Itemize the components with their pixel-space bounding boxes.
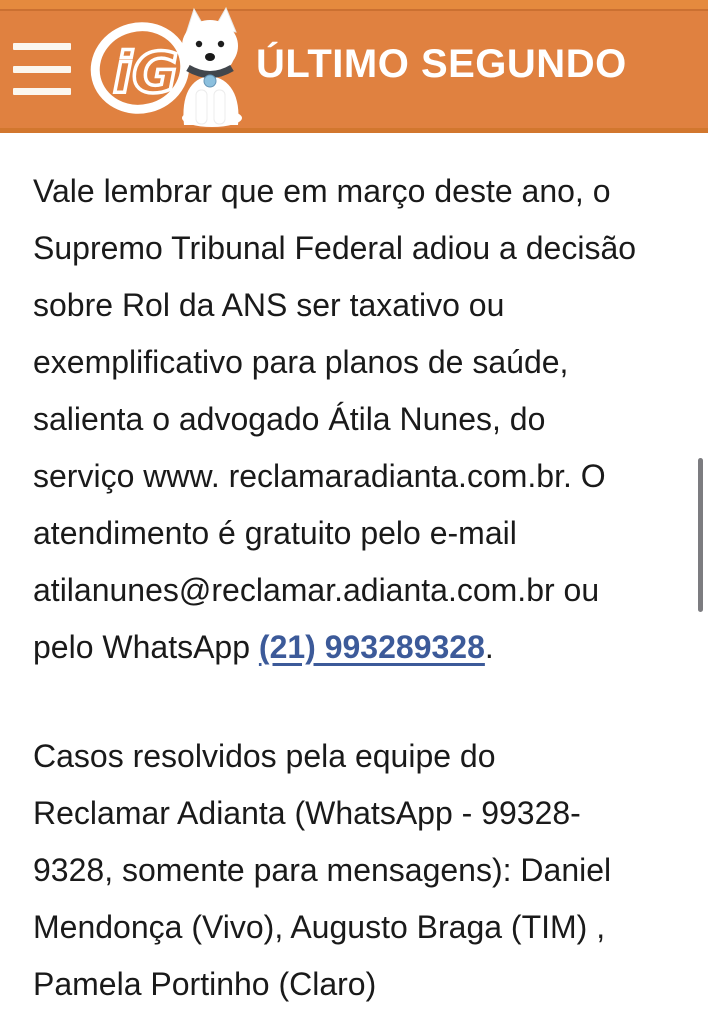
text-line: Casos resolvidos pela equipe do	[33, 738, 496, 774]
text-line: Reclamar Adianta (WhatsApp - 99328-	[33, 795, 581, 831]
site-title[interactable]: ÚLTIMO SEGUNDO	[256, 41, 627, 86]
hamburger-icon	[13, 88, 71, 95]
whatsapp-number-link[interactable]: (21) 993289328	[258, 629, 485, 665]
ig-ring-icon	[86, 17, 193, 118]
app-header	[0, 0, 708, 133]
text-line: exemplificativo para planos de saúde,	[33, 344, 569, 380]
whatsapp-line-prefix: pelo WhatsApp	[33, 629, 259, 665]
text-line: Mendonça (Vivo), Augusto Braga (TIM) ,	[33, 909, 606, 945]
scrollbar-thumb[interactable]	[698, 458, 703, 612]
ig-logo[interactable]	[84, 4, 250, 128]
text-line: atilanunes@reclamar.adianta.com.br ou	[33, 572, 600, 608]
text-line: Supremo Tribunal Federal adiou a decisão	[33, 230, 637, 266]
text-line: Pamela Portinho (Claro)	[33, 966, 377, 1002]
whatsapp-line	[33, 619, 698, 676]
whatsapp-line-suffix: .	[484, 629, 494, 665]
text-line: sobre Rol da ANS ser taxativo ou	[33, 287, 505, 323]
paragraph-2	[33, 728, 698, 1013]
text-line: atendimento é gratuito pelo e-mail	[33, 515, 517, 551]
text-line: 9328, somente para mensagens): Daniel	[33, 852, 612, 888]
text-line: serviço www. reclamaradianta.com.br. O	[33, 458, 606, 494]
dog-mascot-icon	[182, 8, 242, 127]
hamburger-icon	[13, 66, 71, 73]
menu-button[interactable]	[13, 43, 71, 95]
text-line: Vale lembrar que em março deste ano, o	[33, 173, 611, 209]
paragraph-1	[33, 163, 698, 676]
text-line: salienta o advogado Átila Nunes, do	[33, 401, 546, 437]
svg-text:iG: iG	[113, 41, 179, 106]
ig-logo-graphic	[84, 4, 250, 128]
article-body	[33, 163, 698, 1013]
hamburger-icon	[13, 43, 71, 50]
